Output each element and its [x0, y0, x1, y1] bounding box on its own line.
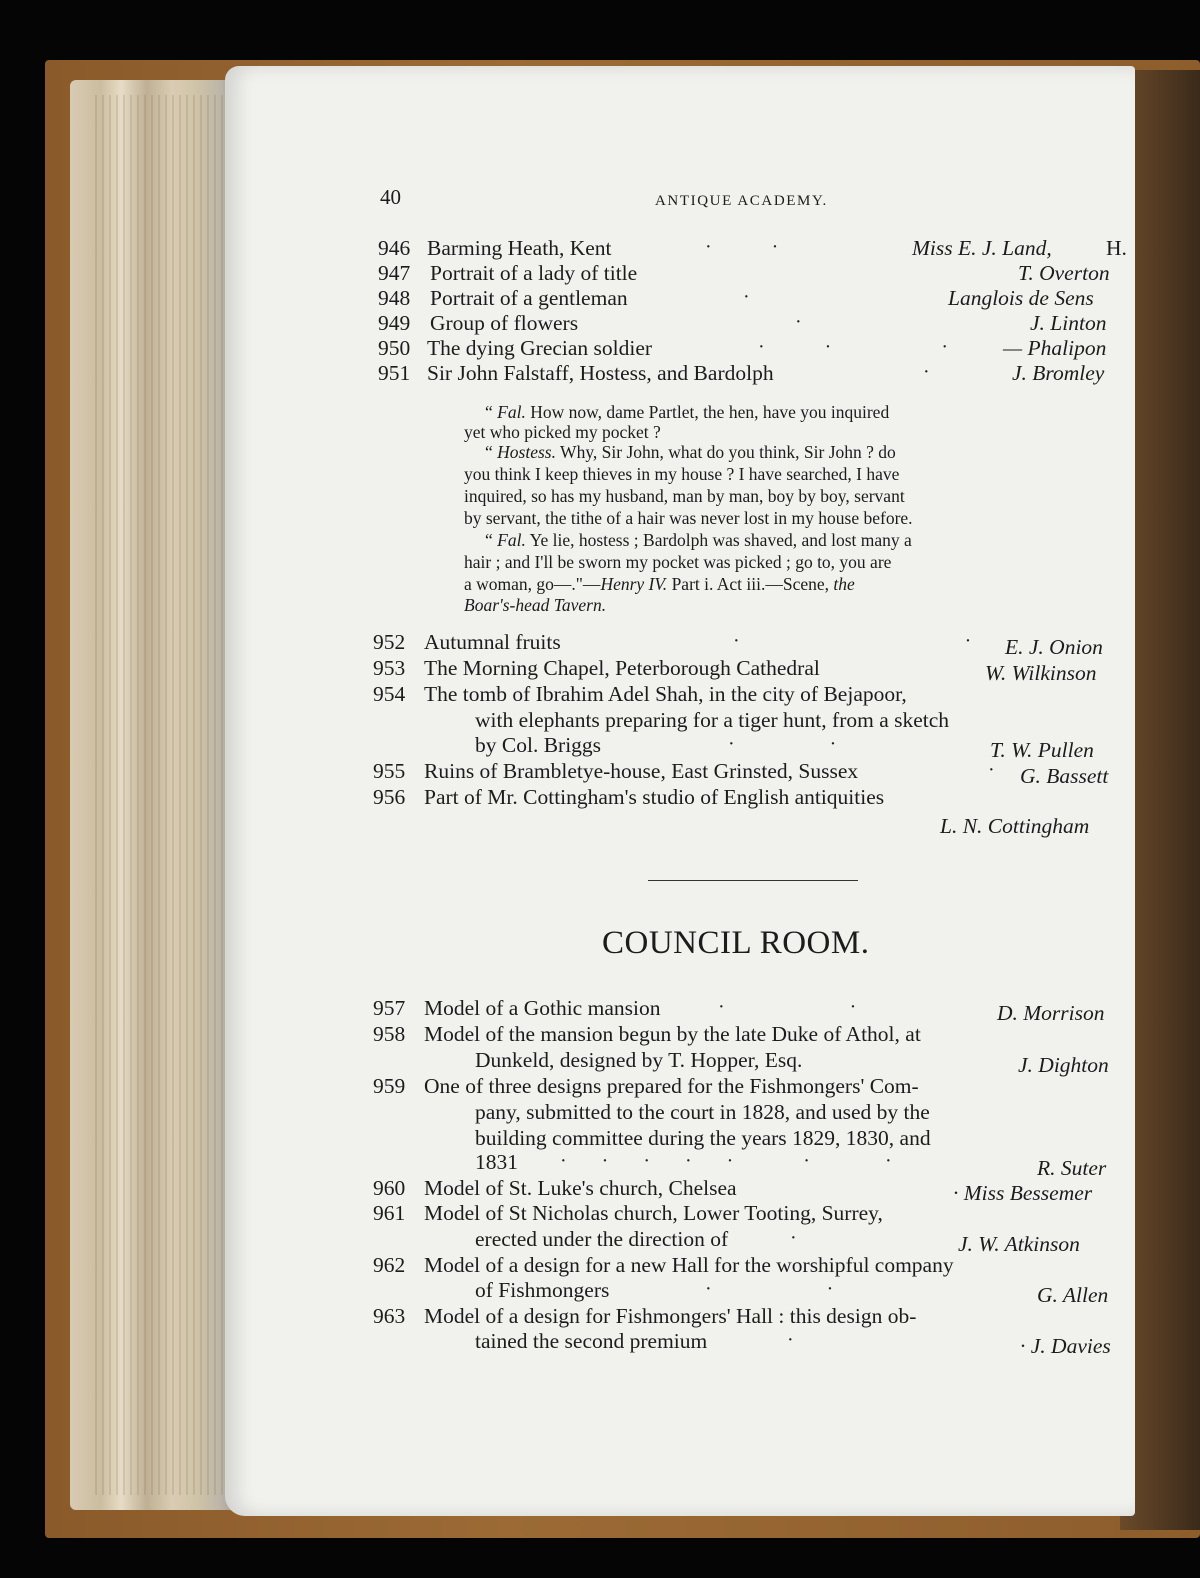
entry-number: 951: [378, 361, 411, 385]
entry-artist: · Miss Bessemer: [953, 1181, 1093, 1205]
running-head: ANTIQUE ACADEMY.: [655, 193, 828, 209]
entry-title-continued: tained the second premium: [475, 1329, 708, 1353]
entry-title: Model of St. Luke's church, Chelsea: [424, 1176, 737, 1200]
quote-play-title: Henry IV.: [600, 574, 668, 594]
quote-line: you think I keep thieves in my house ? I have searched, I have: [464, 464, 900, 484]
section-heading: COUNCIL ROOM.: [602, 925, 870, 961]
entry-artist-name: J. Davies: [1030, 1334, 1111, 1358]
entry-artist-suffix: H.: [1106, 236, 1127, 260]
quote-line: by servant, the tithe of a hair was never lost in my house before.: [464, 508, 913, 528]
entry-title: Model of a design for Fishmongers' Hall : this design ob-: [424, 1304, 917, 1328]
entry-number: 955: [373, 759, 406, 783]
section-divider: [648, 880, 858, 881]
entry-title-continued: building committee during the years 1829, 1830, and: [475, 1126, 931, 1150]
entry-title-continued: of Fishmongers: [475, 1278, 610, 1302]
entry-artist: R. Suter: [1037, 1156, 1107, 1180]
entry-title: The tomb of Ibrahim Adel Shah, in the city of Bejapoor,: [424, 682, 907, 706]
quote-speaker: Fal.: [497, 530, 526, 550]
entry-number: 956: [373, 785, 406, 809]
entry-title: Group of flowers: [430, 311, 579, 335]
entry-number: 948: [378, 286, 411, 310]
quote-line: yet who picked my pocket ?: [464, 422, 661, 442]
leader-dots: ·: [988, 759, 995, 781]
leader-dots: · ·: [733, 630, 972, 652]
leader-dots: · ·: [705, 1278, 834, 1300]
leader-dots: ·: [787, 1329, 794, 1351]
entry-title: Sir John Falstaff, Hostess, and Bardolph: [427, 361, 774, 385]
entry-title: Ruins of Brambletye-house, East Grinsted, Sussex: [424, 759, 859, 783]
entry-title: Model of a Gothic mansion: [424, 996, 661, 1020]
entry-title-continued: pany, submitted to the court in 1828, and used by the: [475, 1100, 930, 1124]
entry-title-continued: with elephants preparing for a tiger hunt, from a sketch: [475, 708, 950, 732]
entry-artist: J. Bromley: [1012, 361, 1105, 385]
quote-text: How now, dame Partlet, the hen, have you inquired: [530, 402, 890, 422]
entry-artist: Miss E. J. Land,: [912, 236, 1052, 260]
entry-artist: W. Wilkinson: [985, 661, 1097, 685]
entry-artist: J. W. Atkinson: [958, 1232, 1080, 1256]
entry-artist: J. Dighton: [1018, 1053, 1109, 1077]
entry-number: 963: [373, 1304, 406, 1328]
entry-artist: G. Bassett: [1020, 764, 1109, 788]
quote-line: “ Fal. How now, dame Partlet, the hen, have you inquired: [485, 402, 890, 422]
entry-title: The Morning Chapel, Peterborough Cathedral: [424, 656, 820, 680]
entry-artist: T. Overton: [1018, 261, 1110, 285]
page-block-lines: [95, 95, 225, 1495]
quote-line: “ Fal. Ye lie, hostess ; Bardolph was shaved, and lost many a: [485, 530, 912, 550]
entry-artist: · J. Davies: [1020, 1334, 1111, 1358]
entry-number: 961: [373, 1201, 406, 1225]
entry-number: 957: [373, 996, 406, 1020]
quote-speaker: Fal.: [497, 402, 526, 422]
entry-number: 960: [373, 1176, 406, 1200]
quote-line: “ Hostess. Why, Sir John, what do you think, Sir John ? do: [485, 442, 896, 462]
entry-title-continued: erected under the direction of: [475, 1227, 729, 1251]
entry-title: Portrait of a gentleman: [430, 286, 628, 310]
entry-number: 953: [373, 656, 406, 680]
quote-line: hair ; and I'll be sworn my pocket was picked ; go to, you are: [464, 552, 892, 572]
entry-title: Autumnal fruits: [424, 630, 561, 654]
entry-artist: Langlois de Sens: [948, 286, 1094, 310]
entry-number: 952: [373, 630, 406, 654]
leader-dots: · ·: [718, 996, 857, 1018]
leader-dots: · ·: [728, 733, 837, 755]
entry-number: 962: [373, 1253, 406, 1277]
quote-line: [464, 574, 855, 595]
entry-title-continued: Dunkeld, designed by T. Hopper, Esq.: [475, 1048, 803, 1072]
entry-title: Model of the mansion begun by the late Duke of Athol, at: [424, 1022, 921, 1046]
leader-dots: ·: [795, 311, 802, 333]
entry-number: 947: [378, 261, 411, 285]
entry-artist: G. Allen: [1037, 1283, 1109, 1307]
entry-title-continued: by Col. Briggs: [475, 733, 602, 757]
leader-dots: ·: [743, 286, 750, 308]
entry-artist: D. Morrison: [997, 1001, 1105, 1025]
leader-dots: · · · · · · ·: [560, 1150, 892, 1172]
entry-title: Model of a design for a new Hall for the worshipful company: [424, 1253, 954, 1277]
entry-artist-name: Miss Bessemer: [963, 1181, 1093, 1205]
entry-artist: — Phalipon: [1003, 336, 1107, 360]
entry-title-continued: 1831: [475, 1150, 518, 1174]
entry-number: 946: [378, 236, 411, 260]
entry-title: Barming Heath, Kent: [427, 236, 612, 260]
quote-speaker: Hostess.: [497, 442, 556, 462]
quote-text: Why, Sir John, what do you think, Sir John ? do: [560, 442, 896, 462]
leader-dots: · ·: [705, 236, 779, 258]
quote-text: the: [833, 574, 855, 594]
entry-artist: T. W. Pullen: [990, 738, 1094, 762]
entry-title: The dying Grecian soldier: [427, 336, 653, 360]
page-number: 40: [380, 185, 401, 209]
quote-line: Boar's-head Tavern.: [464, 595, 607, 615]
leader-dots: ·: [923, 361, 930, 383]
entry-artist: J. Linton: [1030, 311, 1107, 335]
quote-line: inquired, so has my husband, man by man, boy by boy, servant: [464, 486, 905, 506]
entry-title: One of three designs prepared for the Fishmongers' Com-: [424, 1074, 919, 1098]
entry-number: 959: [373, 1074, 406, 1098]
leader-dots: · · ·: [758, 336, 948, 358]
entry-title: Model of St Nicholas church, Lower Tooting, Surrey,: [424, 1201, 883, 1225]
entry-title: Portrait of a lady of title: [430, 261, 638, 285]
entry-number: 949: [378, 311, 411, 335]
quote-text: Ye lie, hostess ; Bardolph was shaved, and lost many a: [529, 530, 912, 550]
entry-title: Part of Mr. Cottingham's studio of English antiquities: [424, 785, 885, 809]
leader-dots: ·: [790, 1227, 797, 1249]
quote-text: Part i. Act iii.—Scene,: [671, 574, 830, 594]
entry-number: 950: [378, 336, 411, 360]
entry-number: 954: [373, 682, 406, 706]
entry-artist: E. J. Onion: [1005, 635, 1103, 659]
entry-artist: L. N. Cottingham: [940, 814, 1090, 838]
entry-number: 958: [373, 1022, 406, 1046]
quote-text: a woman, go—."—: [464, 574, 601, 594]
